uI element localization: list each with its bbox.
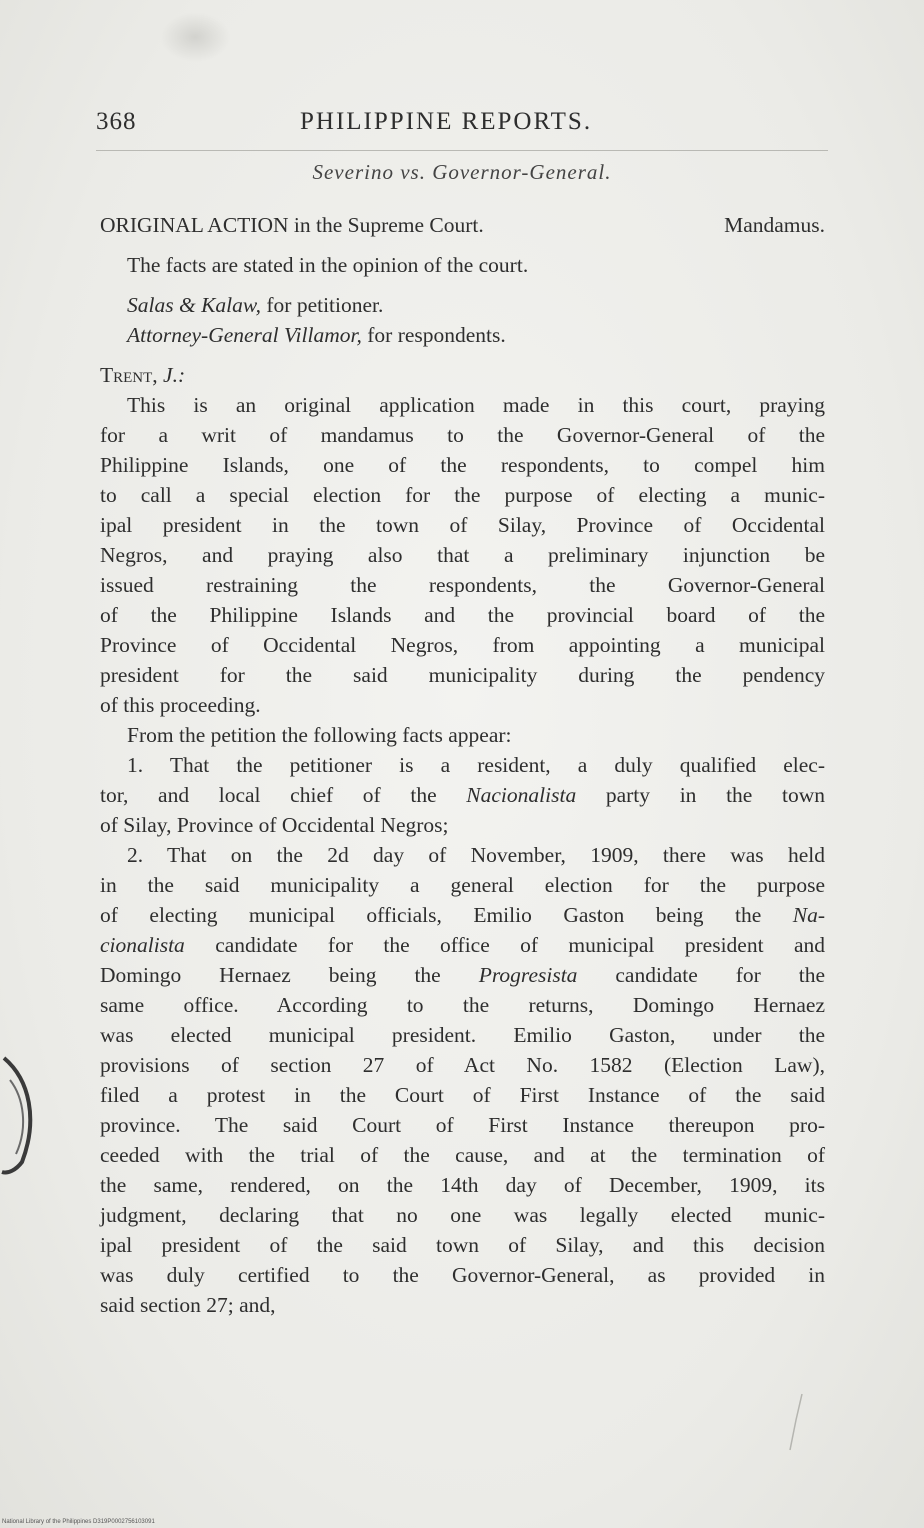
counsel-petitioner-role: for petitioner. — [266, 293, 384, 317]
party-name: Progresista — [478, 963, 578, 987]
text-line: Negros, and praying also that a preliminary injunction be — [100, 543, 825, 567]
text-line: of Silay, Province of Occidental Negros; — [100, 813, 449, 837]
text-line: in the said municipality a general election for the purpose — [100, 873, 825, 897]
action-text: ORIGINAL ACTION in the Supreme Court. — [100, 213, 484, 237]
pencil-mark — [786, 1392, 806, 1452]
party-name: cionalista — [100, 933, 185, 957]
counsel-petitioner — [100, 290, 825, 320]
text-line: was duly certified to the Governor-General, as provided in — [100, 1263, 825, 1287]
counsel-petitioner-name: Salas & Kalaw, — [127, 293, 261, 317]
document-body — [100, 210, 825, 1320]
running-title: PHILIPPINE REPORTS. — [300, 108, 593, 135]
text-line: president for the said municipality during the pendency — [100, 663, 825, 687]
text-line: the same, rendered, on the 14th day of December, 1909, its — [100, 1173, 825, 1197]
text-line: cionalista candidate for the office of municipal president and — [100, 933, 825, 957]
text-line: province. The said Court of First Instance thereupon pro- — [100, 1113, 825, 1137]
action-line — [100, 210, 825, 240]
text-line: tor, and local chief of the Nacionalista party in the town — [100, 783, 825, 807]
header-rule — [96, 150, 828, 151]
text-line: same office. According to the returns, Domingo Hernaez — [100, 993, 825, 1017]
paragraph-2: From the petition the following facts appear: — [127, 723, 512, 747]
text-line: This is an original application made in this court, praying — [127, 393, 825, 417]
scan-footer: National Library of the Philippines D319P0002756103091 — [2, 1519, 155, 1525]
text-line: ipal president in the town of Silay, Province of Occidental — [100, 513, 825, 537]
text-line: Philippine Islands, one of the respondents, to compel him — [100, 453, 825, 477]
paragraph-1 — [100, 390, 825, 720]
text-line: 1. That the petitioner is a resident, a duly qualified elec- — [127, 753, 825, 777]
counsel-respondents — [100, 320, 825, 350]
text-line: provisions of section 27 of Act No. 1582 (Election Law), — [100, 1053, 825, 1077]
facts-note: The facts are stated in the opinion of the court. — [127, 253, 529, 277]
case-title: Severino vs. Governor-General. — [312, 160, 612, 184]
judge-line — [100, 360, 825, 390]
item-1 — [100, 750, 825, 840]
counsel-respondents-role: for respondents. — [367, 323, 506, 347]
text-line: issued restraining the respondents, the Governor-General — [100, 573, 825, 597]
text-line: said section 27; and, — [100, 1293, 276, 1317]
text-line: of this proceeding. — [100, 693, 261, 717]
text-line: filed a protest in the Court of First Instance of the said — [100, 1083, 825, 1107]
text-line: to call a special election for the purpose of electing a munic- — [100, 483, 825, 507]
counsel-respondents-name: Attorney-General Villamor, — [127, 323, 362, 347]
text-line: was elected municipal president. Emilio Gaston, under the — [100, 1023, 825, 1047]
page-header — [96, 108, 828, 144]
text-line: ceeded with the trial of the cause, and at the termination of — [100, 1143, 825, 1167]
page-number: 368 — [96, 108, 137, 135]
text-line: for a writ of mandamus to the Governor-General of the — [100, 423, 825, 447]
ink-smudge — [160, 12, 230, 62]
text-line: 2. That on the 2d day of November, 1909, there was held — [127, 843, 825, 867]
text-line: of the Philippine Islands and the provincial board of the — [100, 603, 825, 627]
text-line: ipal president of the said town of Silay, and this decision — [100, 1233, 825, 1257]
party-name: Nacionalista — [466, 783, 577, 807]
text-line: of electing municipal officials, Emilio Gaston being the Na- — [100, 903, 826, 927]
action-type: Mandamus. — [724, 213, 825, 237]
judge-name: Trent, — [100, 363, 158, 387]
text-line: Domingo Hernaez being the Progresista candidate for the — [100, 963, 825, 987]
party-name: Na- — [792, 903, 826, 927]
binding-hole-mark — [0, 1050, 40, 1180]
text-line: Province of Occidental Negros, from appointing a municipal — [100, 633, 825, 657]
judge-suffix: J.: — [163, 363, 186, 387]
text-line: judgment, declaring that no one was legally elected munic- — [100, 1203, 825, 1227]
item-2 — [100, 840, 825, 1320]
